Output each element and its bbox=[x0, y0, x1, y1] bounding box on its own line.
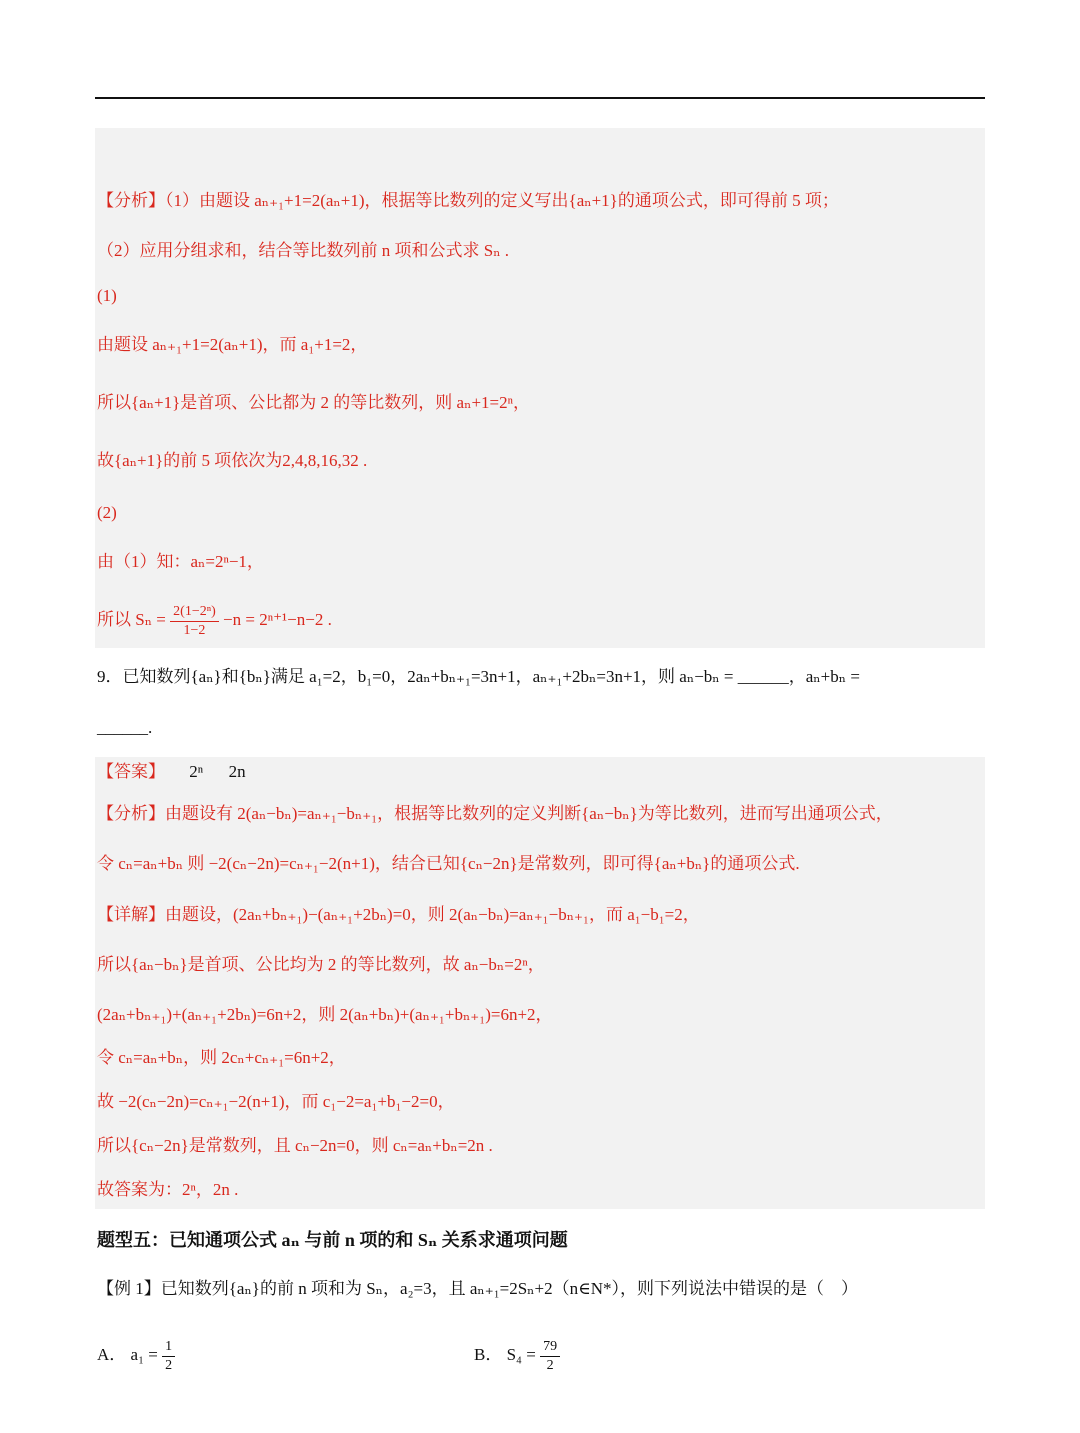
option-a-numerator: 1 bbox=[162, 1338, 175, 1357]
part1-line-1: 由题设 aₙ₊₁+1=2(aₙ+1)，而 a₁+1=2， bbox=[97, 335, 368, 354]
detail-line-2: 所以{aₙ−bₙ}是首项、公比均为 2 的等比数列，故 aₙ−bₙ=2ⁿ， bbox=[97, 955, 545, 974]
option-a-prefix: A． a₁ = bbox=[97, 1345, 158, 1364]
option-a-fraction bbox=[162, 1338, 175, 1375]
sum-prefix: 所以 Sₙ = bbox=[97, 610, 166, 629]
detail-line-4: 令 cₙ=aₙ+bₙ，则 2cₙ+cₙ₊₁=6n+2， bbox=[97, 1048, 346, 1067]
option-b-prefix: B． S₄ = bbox=[474, 1345, 536, 1364]
option-b-numerator: 79 bbox=[540, 1338, 560, 1357]
part1-label: (1) bbox=[97, 286, 117, 305]
part1-line-2: 所以{aₙ+1}是首项、公比都为 2 的等比数列，则 aₙ+1=2ⁿ， bbox=[97, 393, 530, 412]
part2-label: (2) bbox=[97, 503, 117, 522]
sum-fraction-denominator: 1−2 bbox=[183, 622, 206, 638]
part1-line-3: 故{aₙ+1}的前 5 项依次为2,4,8,16,32 . bbox=[97, 451, 368, 470]
analysis-2-line-2: 令 cₙ=aₙ+bₙ 则 −2(cₙ−2n)=cₙ₊₁−2(n+1)，结合已知{cₙ−2n}是常数列，即可得{aₙ+bₙ}的通项公式. bbox=[97, 854, 800, 873]
analysis-line-2: （2）应用分组求和，结合等比数列前 n 项和公式求 Sₙ . bbox=[97, 241, 510, 260]
detail-line-6: 所以{cₙ−2n}是常数列，且 cₙ−2n=0，则 cₙ=aₙ+bₙ=2n . bbox=[97, 1136, 493, 1155]
option-b-fraction bbox=[540, 1338, 560, 1375]
section-title: 题型五：已知通项公式 aₙ 与前 n 项的和 Sₙ 关系求通项问题 bbox=[97, 1230, 568, 1250]
answer-values: 2ⁿ 2n bbox=[189, 762, 246, 781]
example-1-stem: 【例 1】已知数列{aₙ}的前 n 项和为 Sₙ，a₂=3，且 aₙ₊₁=2Sₙ+2（n∈N*），则下列说法中错误的是（ ） bbox=[97, 1279, 858, 1298]
analysis-2-line-1: 【分析】由题设有 2(aₙ−bₙ)=aₙ₊₁−bₙ₊₁，根据等比数列的定义判断{aₙ−bₙ}为等比数列，进而写出通项公式， bbox=[97, 804, 893, 823]
option-b-denominator: 2 bbox=[546, 1357, 554, 1373]
detail-line-1: 【详解】由题设，(2aₙ+bₙ₊₁)−(aₙ₊₁+2bₙ)=0，则 2(aₙ−bₙ)=aₙ₊₁−bₙ₊₁，而 a₁−b₁=2， bbox=[97, 905, 700, 924]
analysis-line-1: 【分析】（1）由题设 aₙ₊₁+1=2(aₙ+1)，根据等比数列的定义写出{aₙ+1}的通项公式，即可得前 5 项； bbox=[97, 191, 839, 210]
sum-suffix: −n = 2ⁿ⁺¹−n−2 . bbox=[223, 610, 332, 629]
option-a-denominator: 2 bbox=[165, 1357, 173, 1373]
detail-line-5: 故 −2(cₙ−2n)=cₙ₊₁−2(n+1)，而 c₁−2=a₁+b₁−2=0， bbox=[97, 1092, 455, 1111]
part2-sum-formula bbox=[97, 600, 332, 640]
detail-line-3: (2aₙ+bₙ₊₁)+(aₙ₊₁+2bₙ)=6n+2，则 2(aₙ+bₙ)+(aₙ₊₁+bₙ₊₁)=6n+2， bbox=[97, 1005, 553, 1024]
option-b bbox=[474, 1335, 560, 1375]
question-9-line-1: 9．已知数列{aₙ}和{bₙ}满足 a₁=2，b₁=0，2aₙ+bₙ₊₁=3n+1，aₙ₊₁+2bₙ=3n+1，则 aₙ−bₙ = ______，aₙ+bₙ = bbox=[97, 667, 860, 686]
question-9-line-2: ______. bbox=[97, 718, 153, 737]
sum-fraction-numerator: 2(1−2ⁿ) bbox=[170, 603, 219, 622]
option-a bbox=[97, 1335, 175, 1375]
detail-line-7: 故答案为：2ⁿ，2n . bbox=[97, 1180, 239, 1199]
header-rule bbox=[95, 97, 985, 99]
sum-fraction bbox=[170, 603, 219, 640]
part2-line-1: 由（1）知：aₙ=2ⁿ−1， bbox=[97, 552, 264, 571]
answer-line bbox=[97, 760, 246, 784]
answer-label: 【答案】 bbox=[97, 762, 165, 781]
